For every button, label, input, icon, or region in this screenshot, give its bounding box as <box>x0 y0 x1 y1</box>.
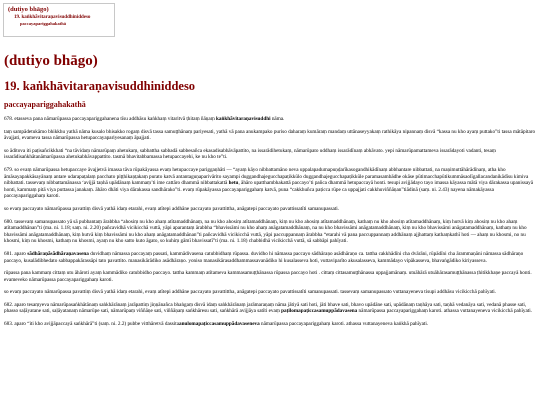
paragraph-text: , āhāro upatthambhakattā paccayo’ti pañca dhammā hetupaccayā honti. tesupi avijjādayo tayo imassa kāyassa mātā viya dārakassa upanissayā honti, kammaṃ pitā viya puttassa janakaṃ. āhāro dhāti viya dārakassa sandhārako”ti. evaṃ rūpakāyassa paccayapariggahaṃ katvā, puna “cakkhuñca paṭicca rūpe ca uppajjati cakkhuviññāṇan”tiādinā (saṃ. ni. 2.43) nayena nāmakāyassa paccayapariggahaṃ karoti. <box>4 180 534 200</box>
paragraph <box>4 116 536 123</box>
table-of-contents <box>3 3 115 37</box>
paragraph-text: taṃ sampādetukāmo bhikkhu yathā nāma kusalo bhisakko rogaṃ disvā tassa samuṭṭhānaṃ pariyesati, yathā vā pana anukampako puriso daharaṃ kumāraṃ mandaṃ uttānaseyyakaṃ rathikāya nipannaṃ disvā “kassa nu kho ayaṃ puttako”ti tassa mātāpitaro āvajjati, evameva tassa nāmarūpassa hetupaccayapariyesanaṃ āpajjati. <box>4 128 536 142</box>
paragraph-text: rūpassa pana kammaṃ cittaṃ utu āhāroti ayaṃ kammādiko catubbidho paccayo. tattha kammaṃ atītameva kammasamuṭṭhānassa rūpassa paccayo hoti . cittaṃ cittasamuṭṭhānassa uppajjamānaṃ. utuāhārā utuāhārasamuṭṭhānassa ṭhitikkhaṇe paccayā honti. evameveko nāmarūpassa paccayapariggahaṃ karoti. <box>4 270 532 283</box>
paragraph <box>4 167 536 200</box>
bold-term: paṭilomapaṭiccasamuppādavasena <box>281 308 358 315</box>
paragraph-text: nāma. <box>270 116 285 122</box>
paragraph <box>4 289 536 296</box>
paragraph <box>4 321 536 328</box>
bold-term: hetu <box>228 180 239 187</box>
paragraph <box>4 206 536 213</box>
paragraph-text: 680. tassevaṃ samanupassato yā sā pubbantaṃ ārabbha “ahosiṃ nu kho ahaṃ atītamaddhānaṃ, na nu kho ahosiṃ atītamaddhānaṃ, kiṃ nu kho ahosiṃ atītamaddhānaṃ, kathaṃ nu kho ahosiṃ atītamaddhānaṃ, kiṃ hutvā kiṃ ahosiṃ nu kho ahaṃ atītamaddhānan”ti (ma. ni. 1.18; saṃ. ni. 2.20) pañcavidhā vicikicchā vuttā, yāpi aparantaṃ ārabbha “bhavissāmi nu kho ahaṃ anāgatamaddhānaṃ, na nu kho bhavissāmi anāgatamaddhānaṃ, kiṃ nu kho bhavissāmi anāgatamaddhānaṃ, kathaṃ nu kho bhavissāmi anāgatamaddhānaṃ, kiṃ hutvā kiṃ bhavissāmi nu kho ahaṃ anāgatamaddhānan”ti pañcavidhā vicikicchā vuttā, yāpi paccuppannaṃ ārabbha “etarahi vā pana paccuppannaṃ addhānaṃ ajjhattaṃ kathaṃkathī hoti — ahaṃ nu khosmi, no nu khosmi, kiṃ nu khosmi, kathaṃ nu khosmi, ayaṃ nu kho satto kuto āgato, so kuhiṃ gāmī bhavissatī”ti (ma. ni. 1.18) chabbidhā vicikicchā vuttā, sā sabbāpi pahīyati. <box>4 218 527 245</box>
paragraph-text: duvidhaṃ nāmassa paccayaṃ passati, kammādivasena catubbidhaṃ rūpassa. duvidho hi nāmassa paccayo sādhāraṇo asādhāraṇo ca. tattha cakkhādīni cha dvārāni, rūpādīni cha ārammaṇāni nāmassa sādhāraṇo paccayo, kusalādibhedato sabbappakārassāpi tato pavattito. manasikārādiko asādhāraṇo. yoniso manasikārasaddhammassavanādiko hi kusalasseva hoti, vuttaviparīto akusalasseva, kammādayo vipākasseva, bhavaṅgādiko kiriyasseva. <box>4 250 524 264</box>
paragraph-text: nāmarūpassa paccayapariggahaṃ karoti. athassa vuttanayeneva vicikicchā pahīyati. <box>357 308 532 315</box>
part-title: (dutiyo bhāgo) <box>4 53 98 69</box>
toc-link-chapter[interactable]: 19. kaṅkhāvitaraṇavisuddhiniddeso <box>14 15 91 20</box>
paragraph-text: nāmarūpassa paccayapariggahaṃ karoti. athassa vuttanayeneva kaṅkhā pahīyati. <box>259 321 429 328</box>
paragraph-text: 681. aparo <box>4 250 28 257</box>
paragraph <box>4 270 536 283</box>
paragraph <box>4 302 536 315</box>
paragraph <box>4 251 536 264</box>
paragraph-list <box>4 116 536 328</box>
paragraph <box>4 219 536 245</box>
paragraph-text: so āditova iti paṭisañcikkhati “na tāvidaṃ nāmarūpaṃ ahetukaṃ, sabbattha sabbadā sabbesañca ekasadisabhāvāpattito, na issarādihetukaṃ, nāmarūpato uddhaṃ issarādīnaṃ abhāvato. yepi nāmarūpamattameva issarādayoti vadanti, tesaṃ issarādisaṅkhātanāmarūpassa ahetukabhāvappattito. tasmā bhavitabbamassa hetupaccayehi, ke nu kho te”ti. <box>4 147 496 161</box>
paragraph <box>4 129 536 142</box>
bold-term: kaṅkhāvitaraṇavisuddhi <box>216 116 271 122</box>
paragraph-text: 682. aparo tesaṃyeva nāmarūpasaṅkhātānaṃ saṅkhārānaṃ jarāpattiṃ jiṇṇānañca bhaṅgaṃ disvā idaṃ saṅkhārānaṃ jarāmaraṇaṃ nāma jātiyā sati hoti, jāti bhave sati, bhavo upādāne sati, upādānaṃ taṇhāya sati, taṇhā vedanāya sati, vedanā phasse sati, phasso saḷāyatane sati, saḷāyatanaṃ nāmarūpe sati, nāmarūpaṃ viññāṇe sati, viññāṇaṃ saṅkhāresu sati, saṅkhārā avijjāya satīti evaṃ <box>4 301 527 315</box>
paragraph-text: 678. etasseva pana nāmarūpassa paccayapariggahanena tīsu addhāsu kaṅkhaṃ vitaritvā ṭhitaṃ ñāṇaṃ <box>4 116 217 122</box>
chapter-title: 19. kaṅkhāvitaraṇavisuddhiniddeso <box>4 79 196 93</box>
section-title: paccayapariggahakathā <box>4 100 86 109</box>
paragraph <box>4 148 536 161</box>
paragraph-text: 679. so evaṃ nāmarūpassa hetupaccaye āvajjetvā imassa tāva rūpakāyassa evaṃ hetupaccaye pariggaṇhāti — “ayaṃ kāyo nibbattamāno neva uppalapadumapuṇḍarīkasogandhikādīnaṃ abbhantare nibbattati, na maṇimuttāhārādīnaṃ, atha kho āmāsayapakkāsayānaṃ antare udarapaṭalaṃ pacchato piṭṭhikaṇṭakaṃ purato katvā antantaguṇaparivārito sayampi duggandhajegucchapaṭikkūlo duggandhajegucchapaṭikkūle paramasambādhe okāse pūtimacchapūtikummāsaolīgallacandanikādīsu kimiva nibbattati. tassevaṃ nibbattamānassa ‘avijjā taṇhā upādānaṃ kammaṃ’ti ime cattāro dhammā nibbattakattā <box>4 166 529 187</box>
document-body <box>4 52 536 328</box>
bold-term: sādhāraṇāsādhāraṇavasena <box>27 250 89 257</box>
paragraph-text: so evaṃ paccayato nāmarūpassa pavattiṃ disvā yathā idaṃ etarahi, evaṃ atītepi addhāne paccayato pavattittha, anāgatepi paccayato pavattissatīti samanupassati. <box>4 205 340 212</box>
toc-link-part[interactable]: (dutiyo bhāgo) <box>8 6 49 13</box>
paragraph-text: 683. aparo “iti kho avijjāpaccayā saṅkhārā”ti (saṃ. ni. 2.2) pubbe vitthāretvā dassita <box>4 321 180 328</box>
paragraph-text: so evaṃ paccayato nāmarūpassa pavattiṃ disvā yathā idaṃ etarahi, evaṃ atītepi addhāne paccayato pavattittha, anāgatepi paccayato pavattissatīti samanupassati. tassevaṃ samanupassato vuttanayeneva tisupi addhāsu vicikicchā pahīyati. <box>4 289 497 296</box>
toc-link-section[interactable]: paccayapariggahakathā <box>20 21 67 26</box>
bold-term: anulomapaṭiccasamuppādavaseneva <box>179 321 260 328</box>
